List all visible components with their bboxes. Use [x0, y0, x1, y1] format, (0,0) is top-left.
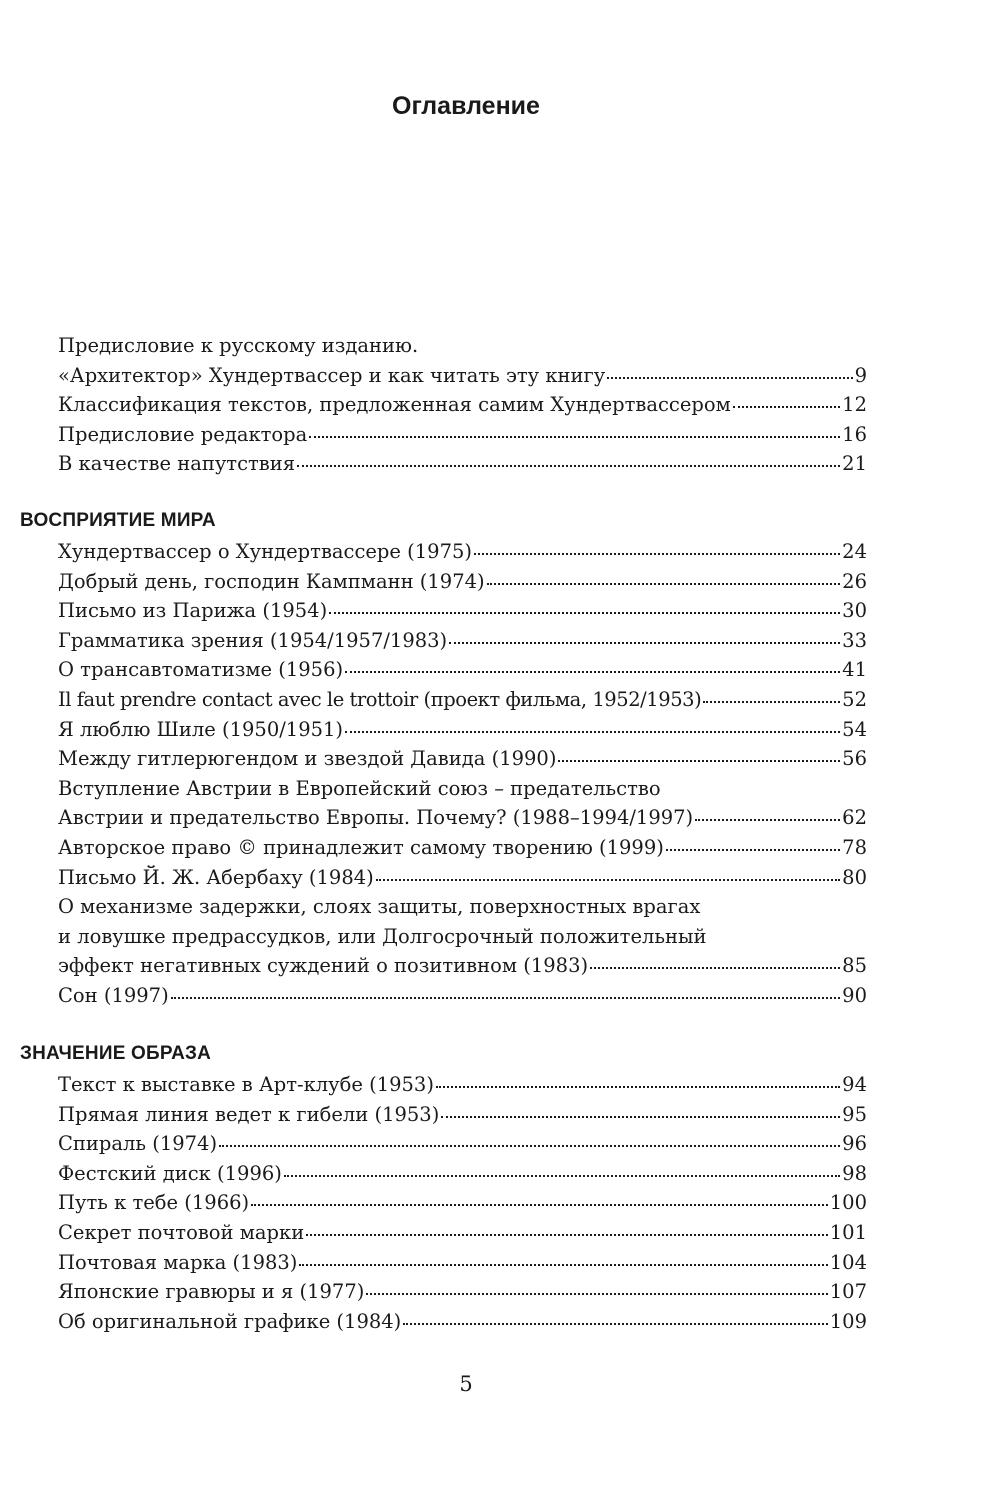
toc-entry-page: 101 — [829, 1220, 867, 1244]
toc-entry-page: 95 — [842, 1102, 867, 1126]
toc-entry-title: Предисловие редактора — [58, 422, 308, 446]
dot-leader — [436, 1086, 840, 1088]
toc-entry-page: 98 — [842, 1161, 867, 1185]
toc-entry — [58, 685, 867, 715]
toc-entry — [58, 361, 867, 391]
toc-entry-title: Прямая линия ведет к гибели (1953) — [58, 1102, 440, 1126]
page-number: 5 — [459, 1372, 473, 1396]
dot-leader — [345, 731, 840, 733]
toc-entry — [58, 655, 867, 685]
dot-leader — [171, 997, 840, 999]
toc-entry-page: 24 — [842, 540, 867, 563]
toc-entry — [58, 596, 867, 626]
toc-entry-page: 30 — [842, 599, 867, 623]
toc-entry-title: Я люблю Шиле (1950/1951) — [58, 717, 344, 741]
toc-entry — [58, 744, 867, 774]
dot-leader — [607, 377, 852, 379]
toc-entry-page: 9 — [854, 363, 867, 387]
toc-entry-title: Секрет почтовой марки — [58, 1220, 305, 1244]
toc-entry-title: Il faut prendre contact avec le trottoir (проект фильма, 1952/1953) — [58, 687, 702, 711]
dot-leader — [449, 642, 840, 644]
toc-entry-page: 21 — [842, 452, 867, 476]
toc-entry-title: Между гитлерюгендом и звездой Давида (1990) — [58, 747, 557, 771]
toc-entry — [58, 981, 867, 1011]
toc-entry — [58, 390, 867, 420]
toc-entry-title: Письмо из Парижа (1954) — [58, 599, 328, 623]
dot-leader — [284, 1175, 840, 1177]
toc-entry-title: Об оригинальной графике (1984) — [58, 1309, 402, 1333]
toc-entry-title: Текст к выставке в Арт-клубе (1953) — [58, 1073, 434, 1096]
toc-entry — [58, 863, 867, 893]
toc-entry — [58, 1248, 867, 1278]
toc-entry-page: 78 — [842, 835, 867, 859]
toc-entry-line: Предисловие к русскому изданию. — [58, 334, 419, 357]
dot-leader — [376, 879, 840, 881]
toc-section-2 — [58, 1070, 867, 1336]
toc-entry — [58, 1100, 867, 1130]
toc-entry-title: эффект негативных суждений о позитивном (1983) — [58, 954, 589, 978]
page-title: Оглавление — [392, 92, 540, 120]
dot-leader — [474, 553, 840, 555]
toc-entry-title: О трансавтоматизме (1956) — [58, 658, 344, 682]
toc-entry-title: Японские гравюры и я (1977) — [58, 1280, 365, 1304]
dot-leader — [487, 583, 841, 585]
dot-leader — [219, 1145, 840, 1147]
toc-entry — [58, 1129, 867, 1159]
dot-leader — [345, 671, 840, 673]
toc-entry-page: 94 — [842, 1073, 867, 1096]
toc-entry-title: Письмо Й. Ж. Абербаху (1984) — [58, 865, 374, 889]
dot-leader — [299, 1264, 827, 1266]
toc-entry-page: 56 — [842, 747, 867, 771]
toc-entry — [58, 833, 867, 863]
toc-entry — [58, 567, 867, 597]
toc-entry-page: 104 — [829, 1250, 867, 1274]
toc-entry — [58, 449, 867, 479]
dot-leader — [703, 701, 840, 703]
toc-entry-page: 62 — [842, 806, 867, 830]
toc-entry — [58, 1307, 867, 1337]
toc-entry-page: 107 — [829, 1280, 867, 1304]
dot-leader — [306, 1234, 828, 1236]
dot-leader — [666, 849, 840, 851]
dot-leader — [403, 1323, 827, 1325]
dot-leader — [590, 967, 840, 969]
toc-section-1 — [58, 537, 867, 1011]
toc-entry-page: 85 — [842, 954, 867, 978]
toc-entry-title: В качестве напутствия — [58, 452, 296, 476]
toc-entry-page: 100 — [829, 1191, 867, 1215]
toc-entry-page: 41 — [842, 658, 867, 682]
toc-entry-page: 12 — [842, 393, 867, 417]
toc-entry — [58, 1277, 867, 1307]
dot-leader — [366, 1293, 827, 1295]
toc-entry-line: Вступление Австрии в Европейский союз – предательство — [58, 776, 661, 800]
toc-entry — [58, 537, 867, 567]
toc-entry — [58, 951, 867, 981]
dot-leader — [695, 819, 840, 821]
toc-entry-title: Почтовая марка (1983) — [58, 1250, 298, 1274]
toc-entry — [58, 1188, 867, 1218]
dot-leader — [329, 612, 840, 614]
toc-entry-title: Путь к тебе (1966) — [58, 1191, 250, 1215]
toc-intro — [58, 331, 867, 479]
dot-leader — [251, 1204, 828, 1206]
dot-leader — [441, 1116, 840, 1118]
toc-entry-page: 33 — [842, 628, 867, 652]
toc-entry-page: 52 — [842, 687, 867, 711]
dot-leader — [558, 760, 840, 762]
toc-entry-page: 80 — [842, 865, 867, 889]
toc-entry-title: Спираль (1974) — [58, 1132, 218, 1156]
toc-entry — [58, 1070, 867, 1100]
toc-entry-page: 26 — [842, 569, 867, 593]
dot-leader — [297, 465, 840, 467]
toc-entry-title: Грамматика зрения (1954/1957/1983) — [58, 628, 448, 652]
toc-entry-title: Добрый день, господин Кампманн (1974) — [58, 569, 485, 593]
dot-leader — [309, 436, 840, 438]
toc-entry-title: Сон (1997) — [58, 983, 169, 1007]
toc-entry-line: и ловушке предрассудков, или Долгосрочный положительный — [58, 924, 707, 948]
toc-entry-page: 90 — [842, 983, 867, 1007]
toc-entry — [58, 803, 867, 833]
toc-entry — [58, 1159, 867, 1189]
toc-entry-title: Классификация текстов, предложенная самим Хундертвассером — [58, 393, 731, 417]
toc-entry-page: 16 — [842, 422, 867, 446]
toc-entry — [58, 715, 867, 745]
toc-entry — [58, 1218, 867, 1248]
toc-entry-line: О механизме задержки, слоях защиты, поверхностных врагах — [58, 895, 701, 919]
toc-entry-page: 109 — [829, 1309, 867, 1333]
toc-entry — [58, 420, 867, 450]
dot-leader — [733, 406, 840, 408]
section-heading: ВОСПРИЯТИЕ МИРА — [20, 510, 216, 531]
toc-entry-page: 54 — [842, 717, 867, 741]
toc-entry-title: Авторское право © принадлежит самому творению (1999) — [58, 835, 664, 859]
toc-entry-title: Хундертвассер о Хундертвассере (1975) — [58, 540, 472, 563]
toc-entry-title: Австрии и предательство Европы. Почему? (1988–1994/1997) — [58, 806, 694, 830]
toc-entry — [58, 626, 867, 656]
section-heading: ЗНАЧЕНИЕ ОБРАЗА — [20, 1043, 212, 1064]
toc-entry-title: Фестский диск (1996) — [58, 1161, 282, 1185]
toc-entry-title: «Архитектор» Хундертвассер и как читать эту книгу — [58, 363, 606, 387]
toc-entry-page: 96 — [842, 1132, 867, 1156]
